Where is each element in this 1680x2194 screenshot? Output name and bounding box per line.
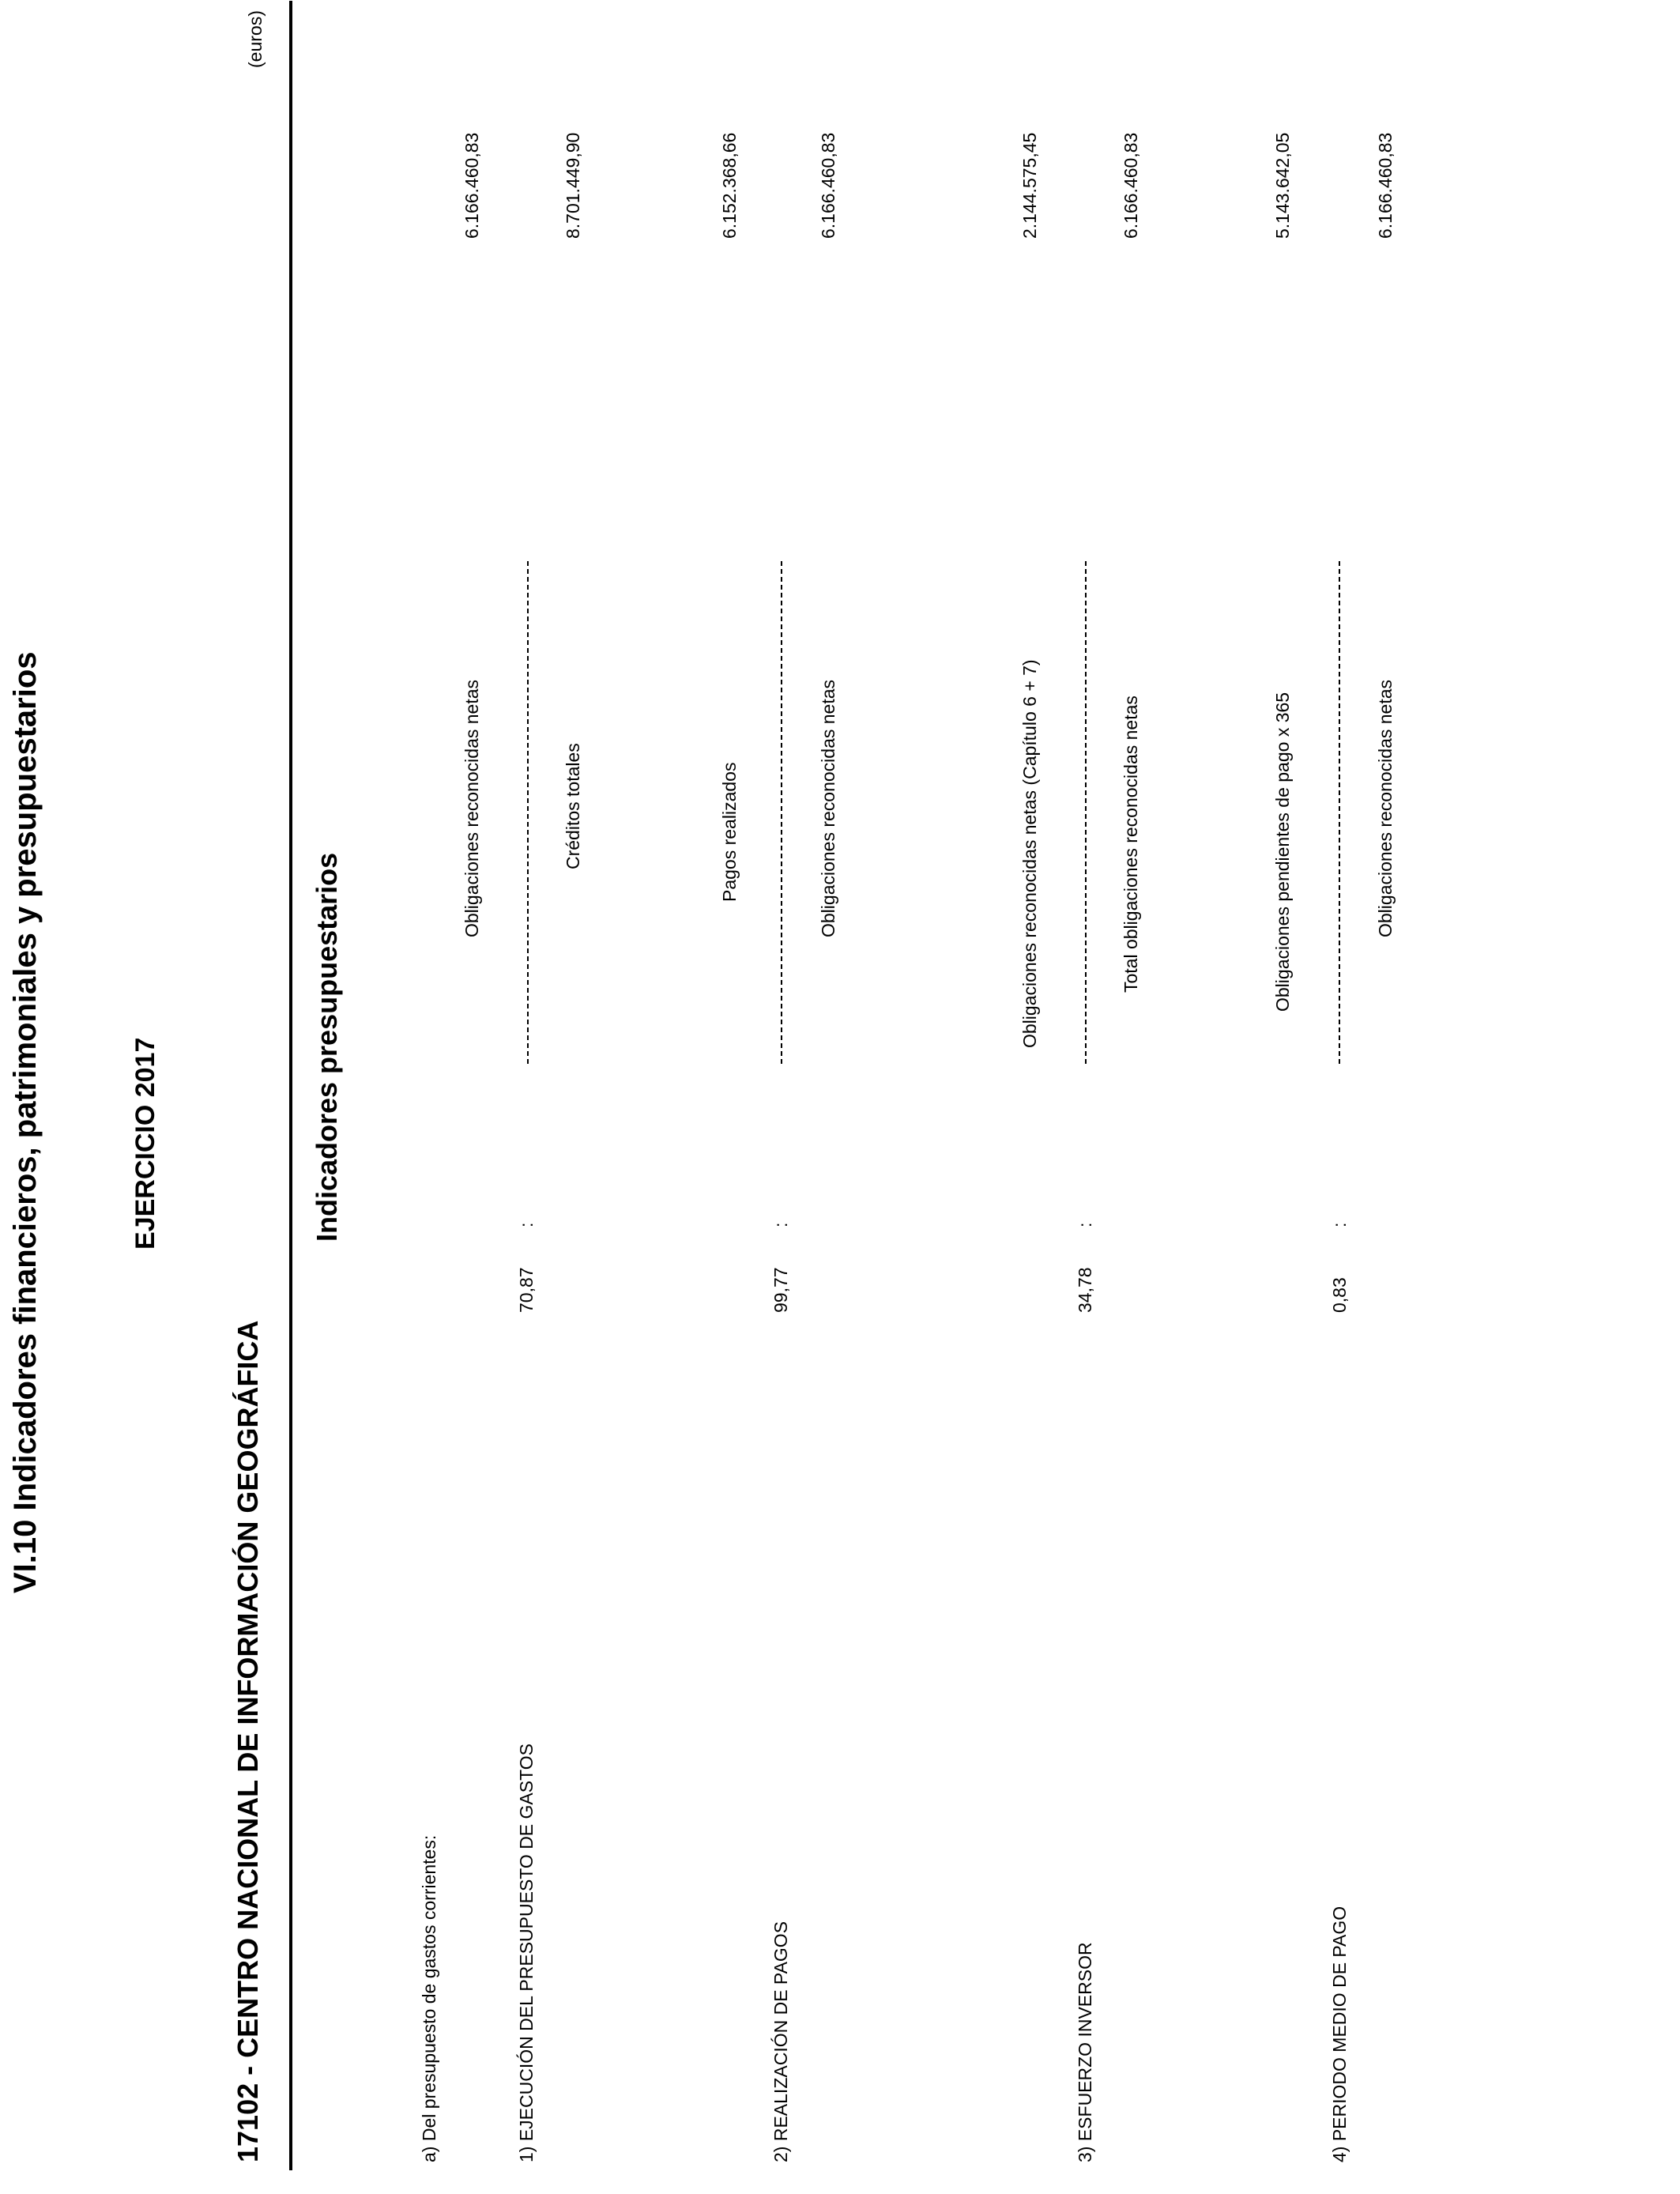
fraction-line [1339, 561, 1340, 1064]
numerator-value: 2.144.575,45 [1019, 132, 1040, 239]
numerator-value: 6.152.368,66 [719, 132, 740, 239]
units-label: (euros) [245, 10, 266, 68]
indicator-label: 3) ESFUERZO INVERSOR [1075, 1942, 1095, 2162]
numerator-value: 6.166.460,83 [461, 132, 482, 239]
numerator-label: Obligaciones pendientes de pago x 365 [1272, 692, 1293, 1012]
indicator-separator: : [1329, 1222, 1350, 1227]
denominator-label: Total obligaciones reconocidas netas [1121, 696, 1141, 993]
section-title: Indicadores presupuestarios [311, 852, 343, 1242]
header-rule [289, 1, 292, 2170]
indicator-label: 4) PERIODO MEDIO DE PAGO [1329, 1906, 1350, 2162]
fraction-line [527, 561, 529, 1064]
denominator-value: 6.166.460,83 [1121, 132, 1141, 239]
indicator-separator: : [770, 1222, 791, 1227]
indicator-separator: : [1075, 1222, 1095, 1227]
indicator-value: 34,78 [1075, 1267, 1095, 1313]
indicator-label: 1) EJECUCIÓN DEL PRESUPUESTO DE GASTOS [516, 1744, 537, 2162]
indicator-value: 0,83 [1329, 1277, 1350, 1313]
entity-heading: 17102 - CENTRO NACIONAL DE INFORMACIÓN GEOGRÁFICA [232, 1320, 264, 2162]
numerator-value: 5.143.642,05 [1272, 132, 1293, 239]
numerator-label: Obligaciones reconocidas netas [461, 679, 482, 937]
numerator-label: Pagos realizados [719, 762, 740, 902]
indicator-value: 99,77 [770, 1267, 791, 1313]
denominator-value: 6.166.460,83 [1375, 132, 1396, 239]
fraction-line [1085, 561, 1087, 1064]
denominator-label: Obligaciones reconocidas netas [1375, 679, 1396, 937]
year-heading: EJERCICIO 2017 [130, 1037, 160, 1250]
document-title: VI.10 Indicadores financieros, patrimoniales y presupuestarios [8, 651, 43, 1593]
indicator-value: 70,87 [516, 1267, 537, 1313]
indicator-separator: : [516, 1222, 537, 1227]
denominator-label: Créditos totales [563, 743, 583, 869]
section-subheading: a) Del presupuesto de gastos corrientes: [419, 1834, 439, 2162]
fraction-line [781, 561, 782, 1064]
denominator-value: 6.166.460,83 [818, 132, 838, 239]
denominator-value: 8.701.449,90 [563, 132, 583, 239]
numerator-label: Obligaciones reconocidas netas (Capítulo 6 + 7) [1019, 659, 1040, 1048]
indicator-label: 2) REALIZACIÓN DE PAGOS [770, 1921, 791, 2162]
denominator-label: Obligaciones reconocidas netas [818, 679, 838, 937]
